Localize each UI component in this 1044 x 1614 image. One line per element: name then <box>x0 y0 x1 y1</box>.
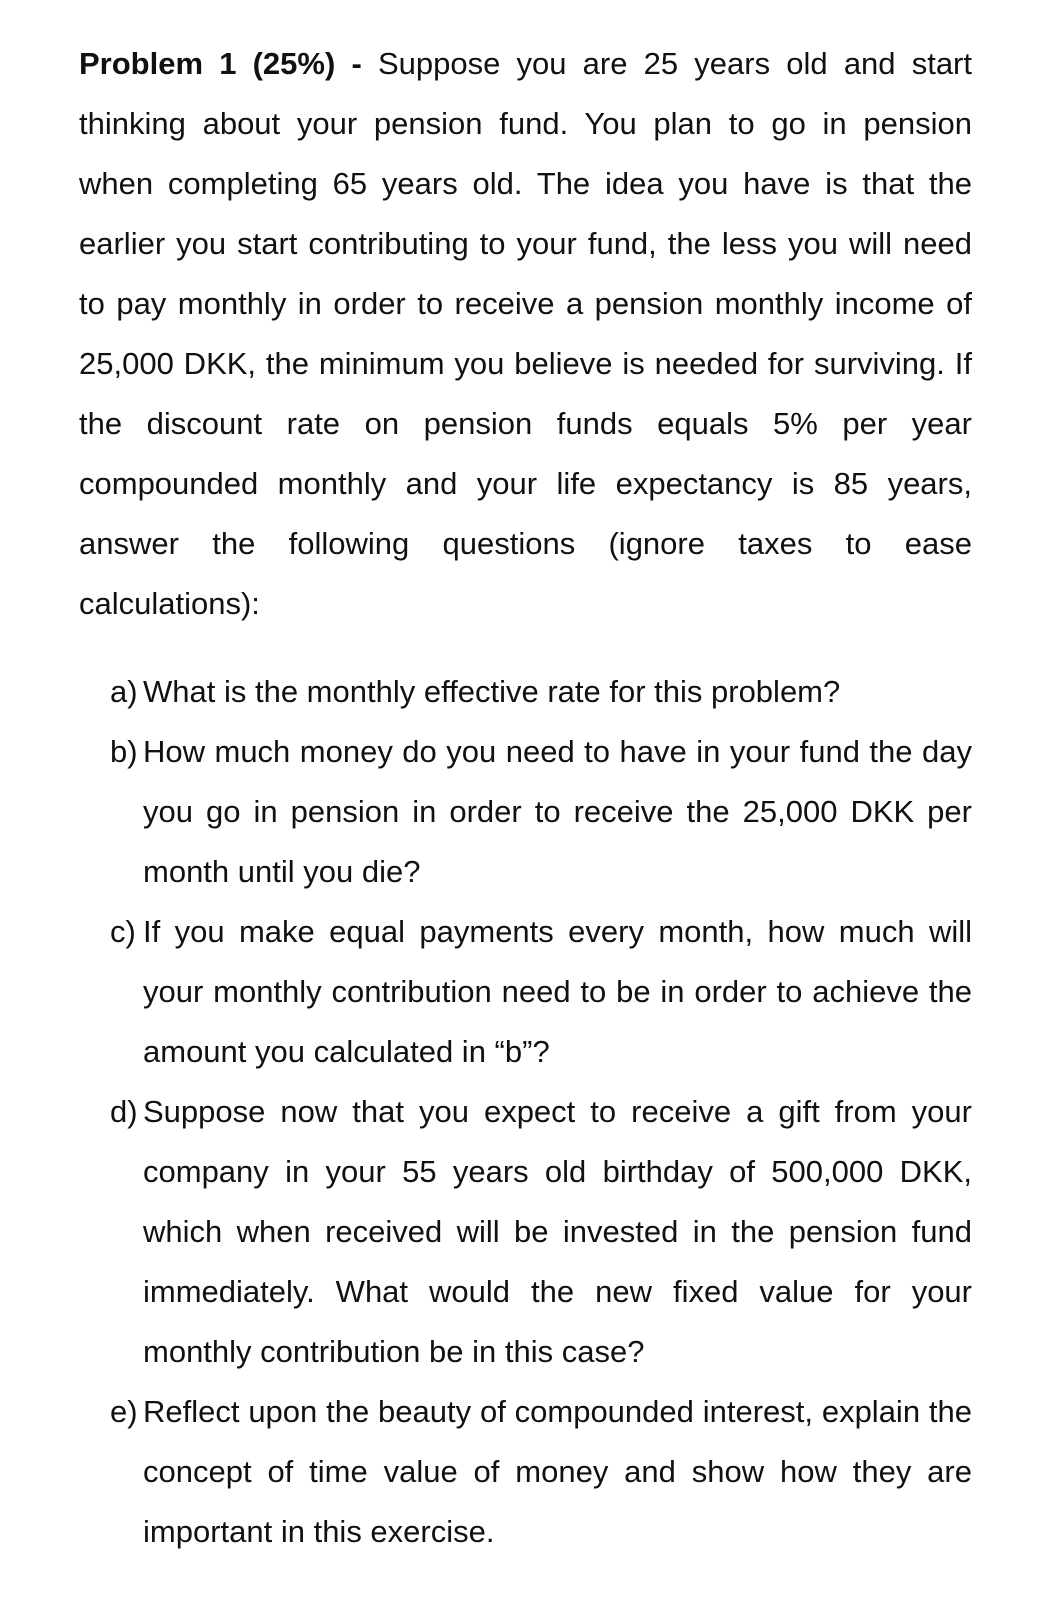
question-text: Reflect upon the beauty of compounded interest, explain the concept of time value of money and show how they are important in this exercise. <box>143 1394 972 1549</box>
question-marker: c) <box>110 914 136 949</box>
question-text: What is the monthly effective rate for this problem? <box>143 674 841 709</box>
problem-title: Problem 1 (25%) <box>79 46 336 81</box>
question-marker: e) <box>110 1394 138 1429</box>
question-b <box>110 722 972 902</box>
question-list <box>110 662 972 1562</box>
question-text: If you make equal payments every month, how much will your monthly contribution need to be in order to achieve the amount you calculated in “b”? <box>143 914 972 1069</box>
question-marker: d) <box>110 1094 138 1129</box>
question-text: Suppose now that you expect to receive a gift from your company in your 55 years old birthday of 500,000 DKK, which when received will be invested in the pension fund immediately. What would the new fixed value for your monthly contribution be in this case? <box>143 1094 972 1369</box>
title-separator: - <box>335 46 378 81</box>
problem-text: Suppose you are 25 years old and start thinking about your pension fund. You plan to go in pension when completing 65 years old. The idea you have is that the earlier you start contributing to your fund, the less you will need to pay monthly in order to receive a pension monthly income of 25,000 DKK, the minimum you believe is needed for surviving. If the discount rate on pension funds equals 5% per year compounded monthly and your life expectancy is 85 years, answer the following questions (ignore taxes to ease calculations): <box>79 46 972 621</box>
question-text: How much money do you need to have in your fund the day you go in pension in order to receive the 25,000 DKK per month until you die? <box>143 734 972 889</box>
question-e <box>110 1382 972 1562</box>
question-c <box>110 902 972 1082</box>
question-marker: a) <box>110 674 138 709</box>
question-a <box>110 662 972 722</box>
problem-statement <box>79 34 972 634</box>
question-d <box>110 1082 972 1382</box>
question-marker: b) <box>110 734 138 769</box>
